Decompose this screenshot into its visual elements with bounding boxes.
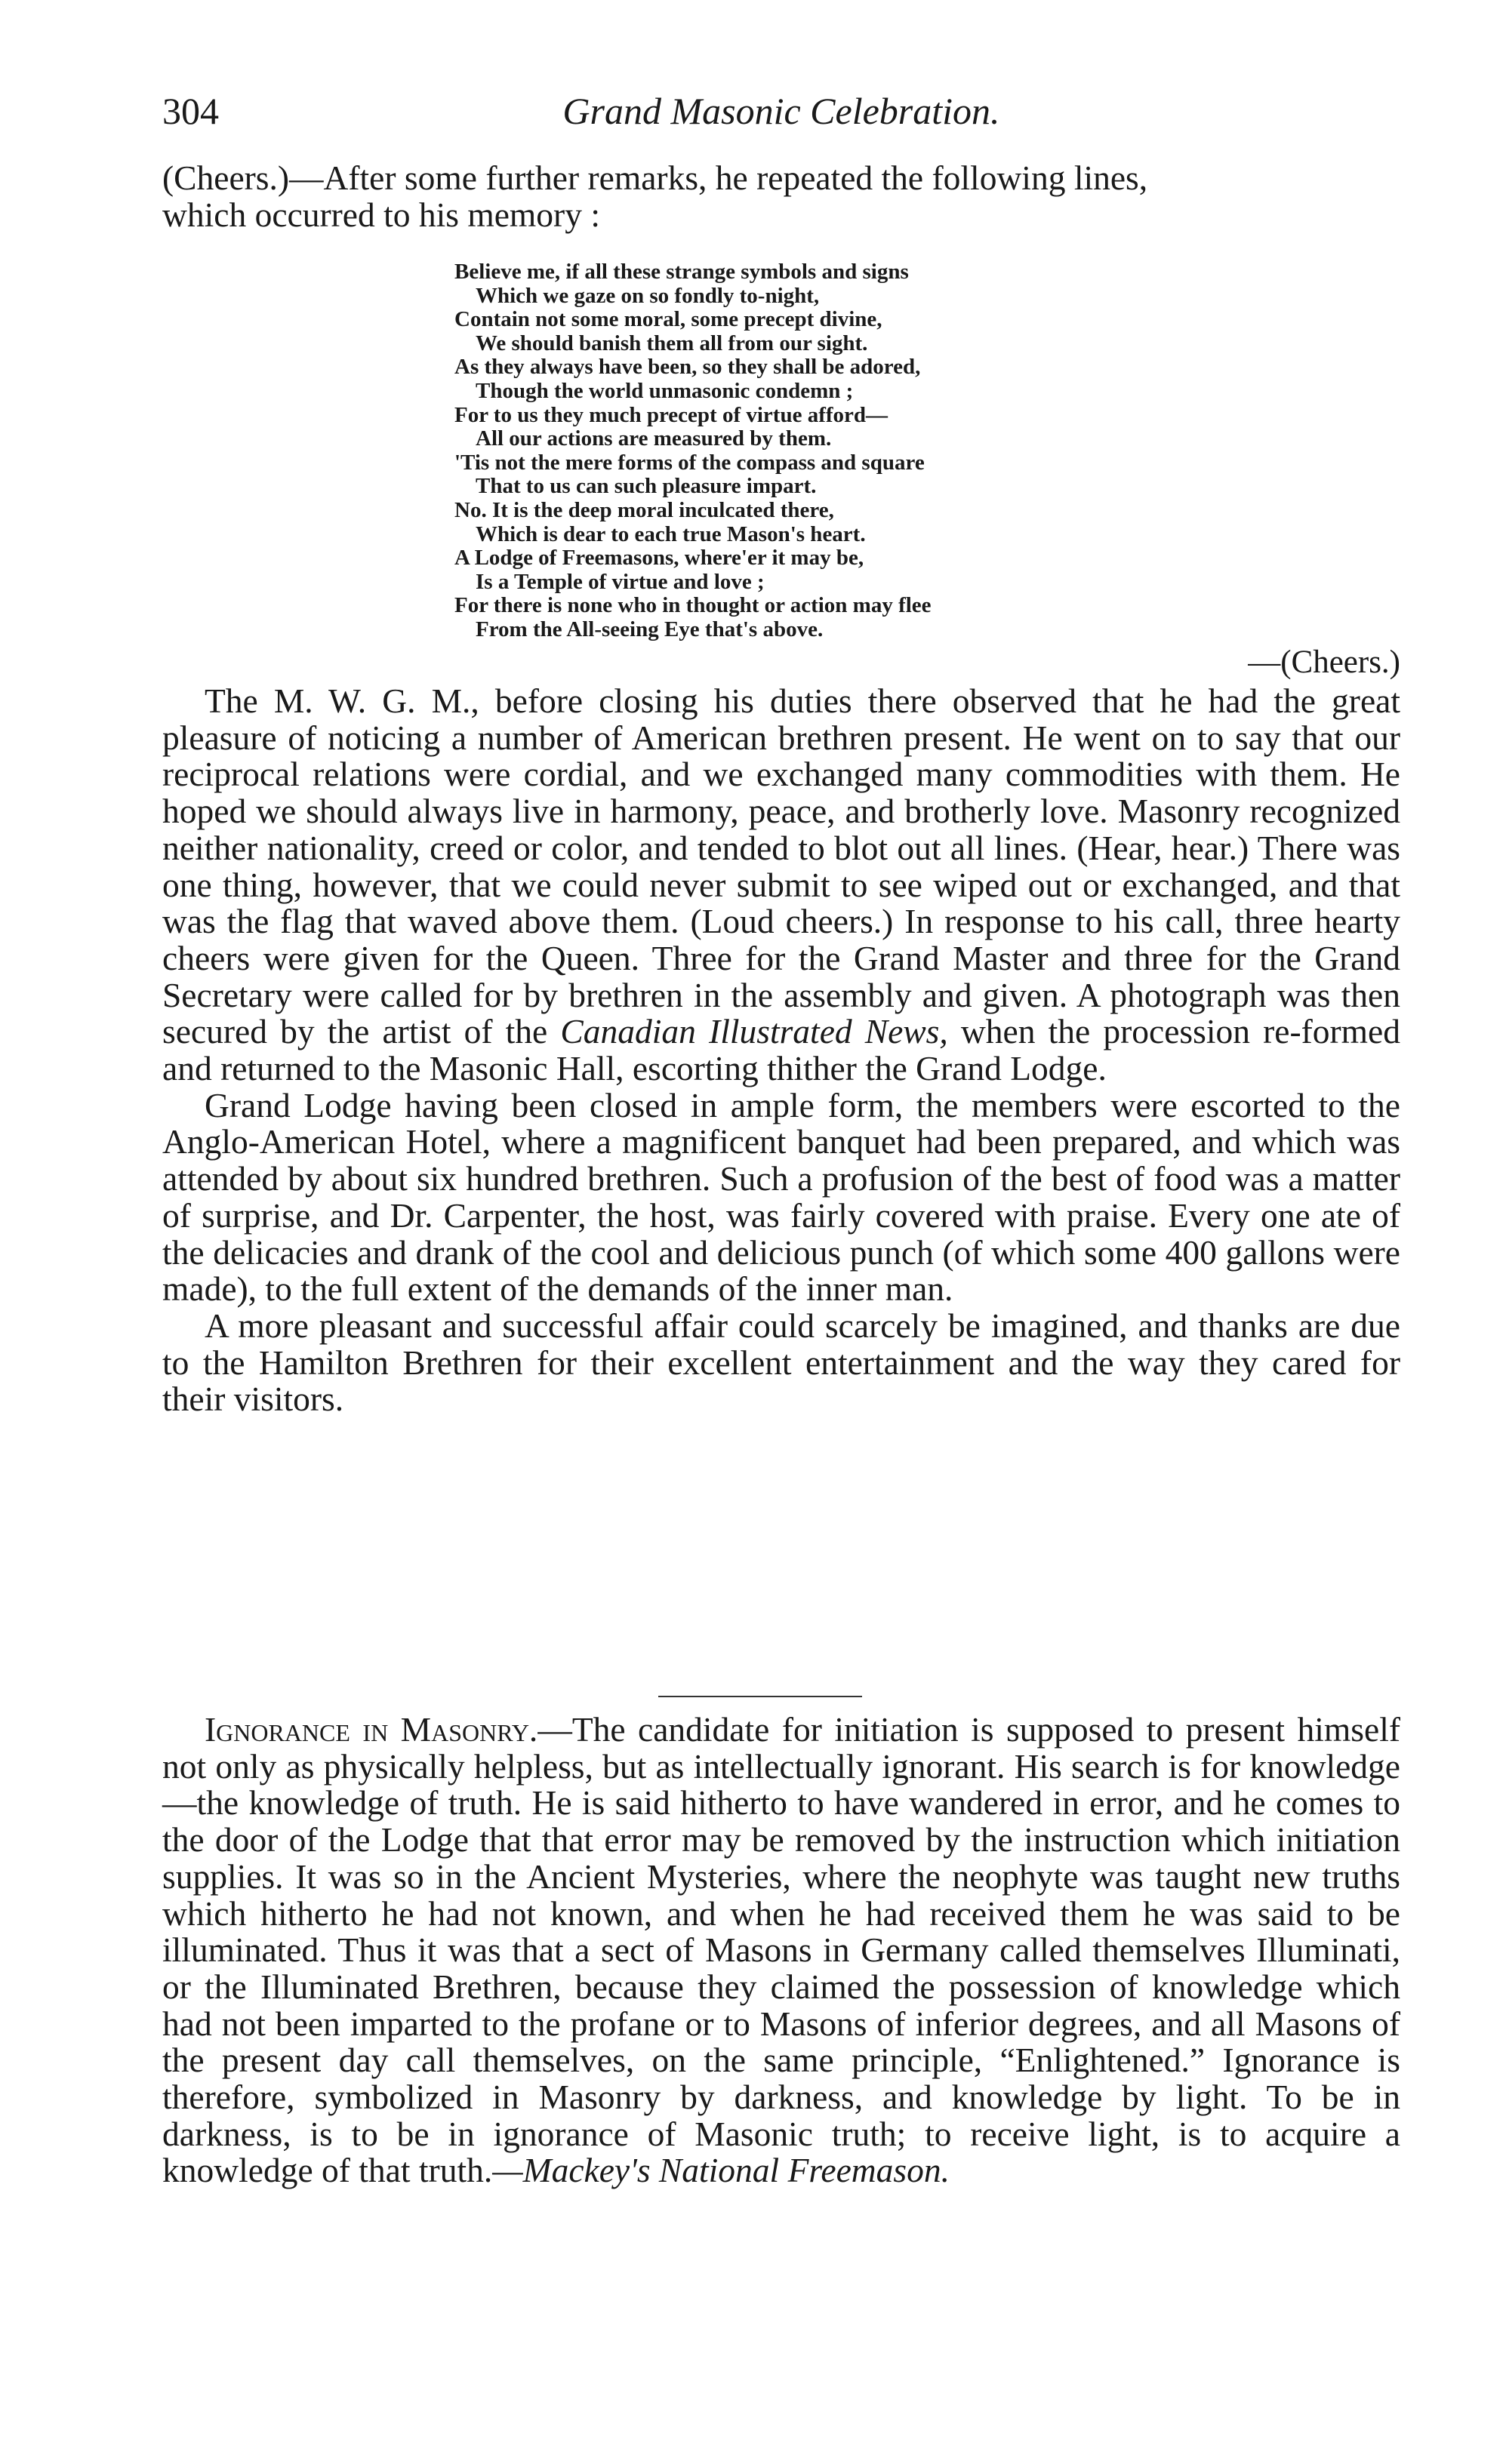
section-heading: Ignorance in Masonry. [205,1710,538,1749]
poem-line: A Lodge of Freemasons, where'er it may be, [454,546,864,571]
paragraph: A more pleasant and successful affair could scarcely be imagined, and thanks are due to the Hamilton Brethren for their excellent entertainment and the way they cared for their visitors. [162,1306,1400,1419]
paragraph [162,1712,1400,2189]
intro-text [162,160,1400,233]
intro-line: which occurred to his memory : [162,195,600,234]
paragraph: Grand Lodge having been closed in ample form, the members were escorted to the Anglo-American Hotel, where a magnificent banquet had been prepared, and which was attended by about six hundred brethren. Such a profusion of the best of food was a matter of surprise, and Dr. Carpenter, the host, was fairly covered with praise. Every one ate of the delicacies and drank of the cool and delicious punch (of which some 400 gallons were made), to the full extent of the demands of the inner man. [162,1085,1400,1309]
ignorance-section [162,1712,1400,2189]
poem-line: We should banish them all from our sight. [476,331,868,355]
paragraph [162,683,1400,1087]
paragraph-text: when the procession re-formed and returned to the Masonic Hall, escorting thither the Grand Lodge. [162,1012,1401,1088]
section-divider [658,1696,862,1697]
page-header [162,89,1400,142]
running-title: Grand Masonic Celebration. [562,90,1000,132]
poem-line: Is a Temple of virtue and love ; [476,569,765,594]
poem-line: For there is none who in thought or action may flee [454,593,932,618]
paragraph-text: The M. W. G. M., before closing his duties there observed that he had the great pleasure of noticing a number of American brethren present. He went on to say that our reciprocal relations were cordial, and we exchanged many commodities with them. He hoped we should always live in harmony, peace, and brotherly love. Masonry recognized neither nationality, creed or color, and tended to blot out all lines. (Hear, hear.) There was one thing, however, that we could never submit to see wiped out or exchanged, and that was the flag that waved above them. (Loud cheers.) In response to his call, three hearty cheers were given for the Queen. Three for the Grand Master and three for the Grand Secretary were called for by brethren in the assembly and given. A photograph was then secured by the artist of the [162,681,1400,1051]
poem-line: From the All-seeing Eye that's above. [476,617,824,641]
poem-close: —(Cheers.) [1248,644,1400,680]
poem-line: All our actions are measured by them. [476,426,832,451]
paragraph-text: —The candidate for initiation is supposed to present himself not only as physically helpless, but as intellectually ignorant. His search is for knowledge—the knowledge of truth. He is said hitherto to have wandered in error, and he comes to the door of the Lodge that that error may be removed by the instruction which initiation supplies. It was so in the Ancient Mysteries, where the neophyte was taught new truths which hitherto he had not known, and when he had received them he was said to be illuminated. Thus it was that a sect of Masons in Germany called themselves Illuminati, or the Illuminated Brethren, because they claimed the possession of knowledge which had not been imparted to the profane or to Masons of inferior degrees, and all Masons of the present day call themselves, on the same principle, “Enlightened.” Ignorance is therefore, symbolized in Masonry by darkness, and knowledge by light. To be in darkness, is to be in ignorance of Masonic truth; to receive light, is to acquire a knowledge of that truth. [162,1710,1401,2190]
poem-line: That to us can such pleasure impart. [476,474,817,499]
poem-line: Though the world unmasonic condemn ; [476,378,854,403]
poem-line: Contain not some moral, some precept divine, [454,307,882,332]
poem-line: Believe me, if all these strange symbols and signs [454,260,909,284]
poem-line: 'Tis not the mere forms of the compass and square [454,450,925,475]
poem [454,260,1134,642]
poem-line: For to us they much precept of virtue afford— [454,402,889,427]
poem-line: As they always have been, so they shall be adored, [454,355,921,380]
page-number: 304 [162,90,219,132]
source-citation: —Mackey's National Freemason. [492,2151,950,2190]
report-body [162,683,1400,1418]
italic-title: Canadian Illustrated News, [560,1012,948,1051]
poem-line: Which we gaze on so fondly to-night, [476,283,820,308]
poem-line: No. It is the deep moral inculcated there, [454,497,834,522]
poem-line: Which is dear to each true Mason's heart. [476,521,866,546]
intro-line: (Cheers.)—After some further remarks, he repeated the following lines, [162,158,1148,197]
